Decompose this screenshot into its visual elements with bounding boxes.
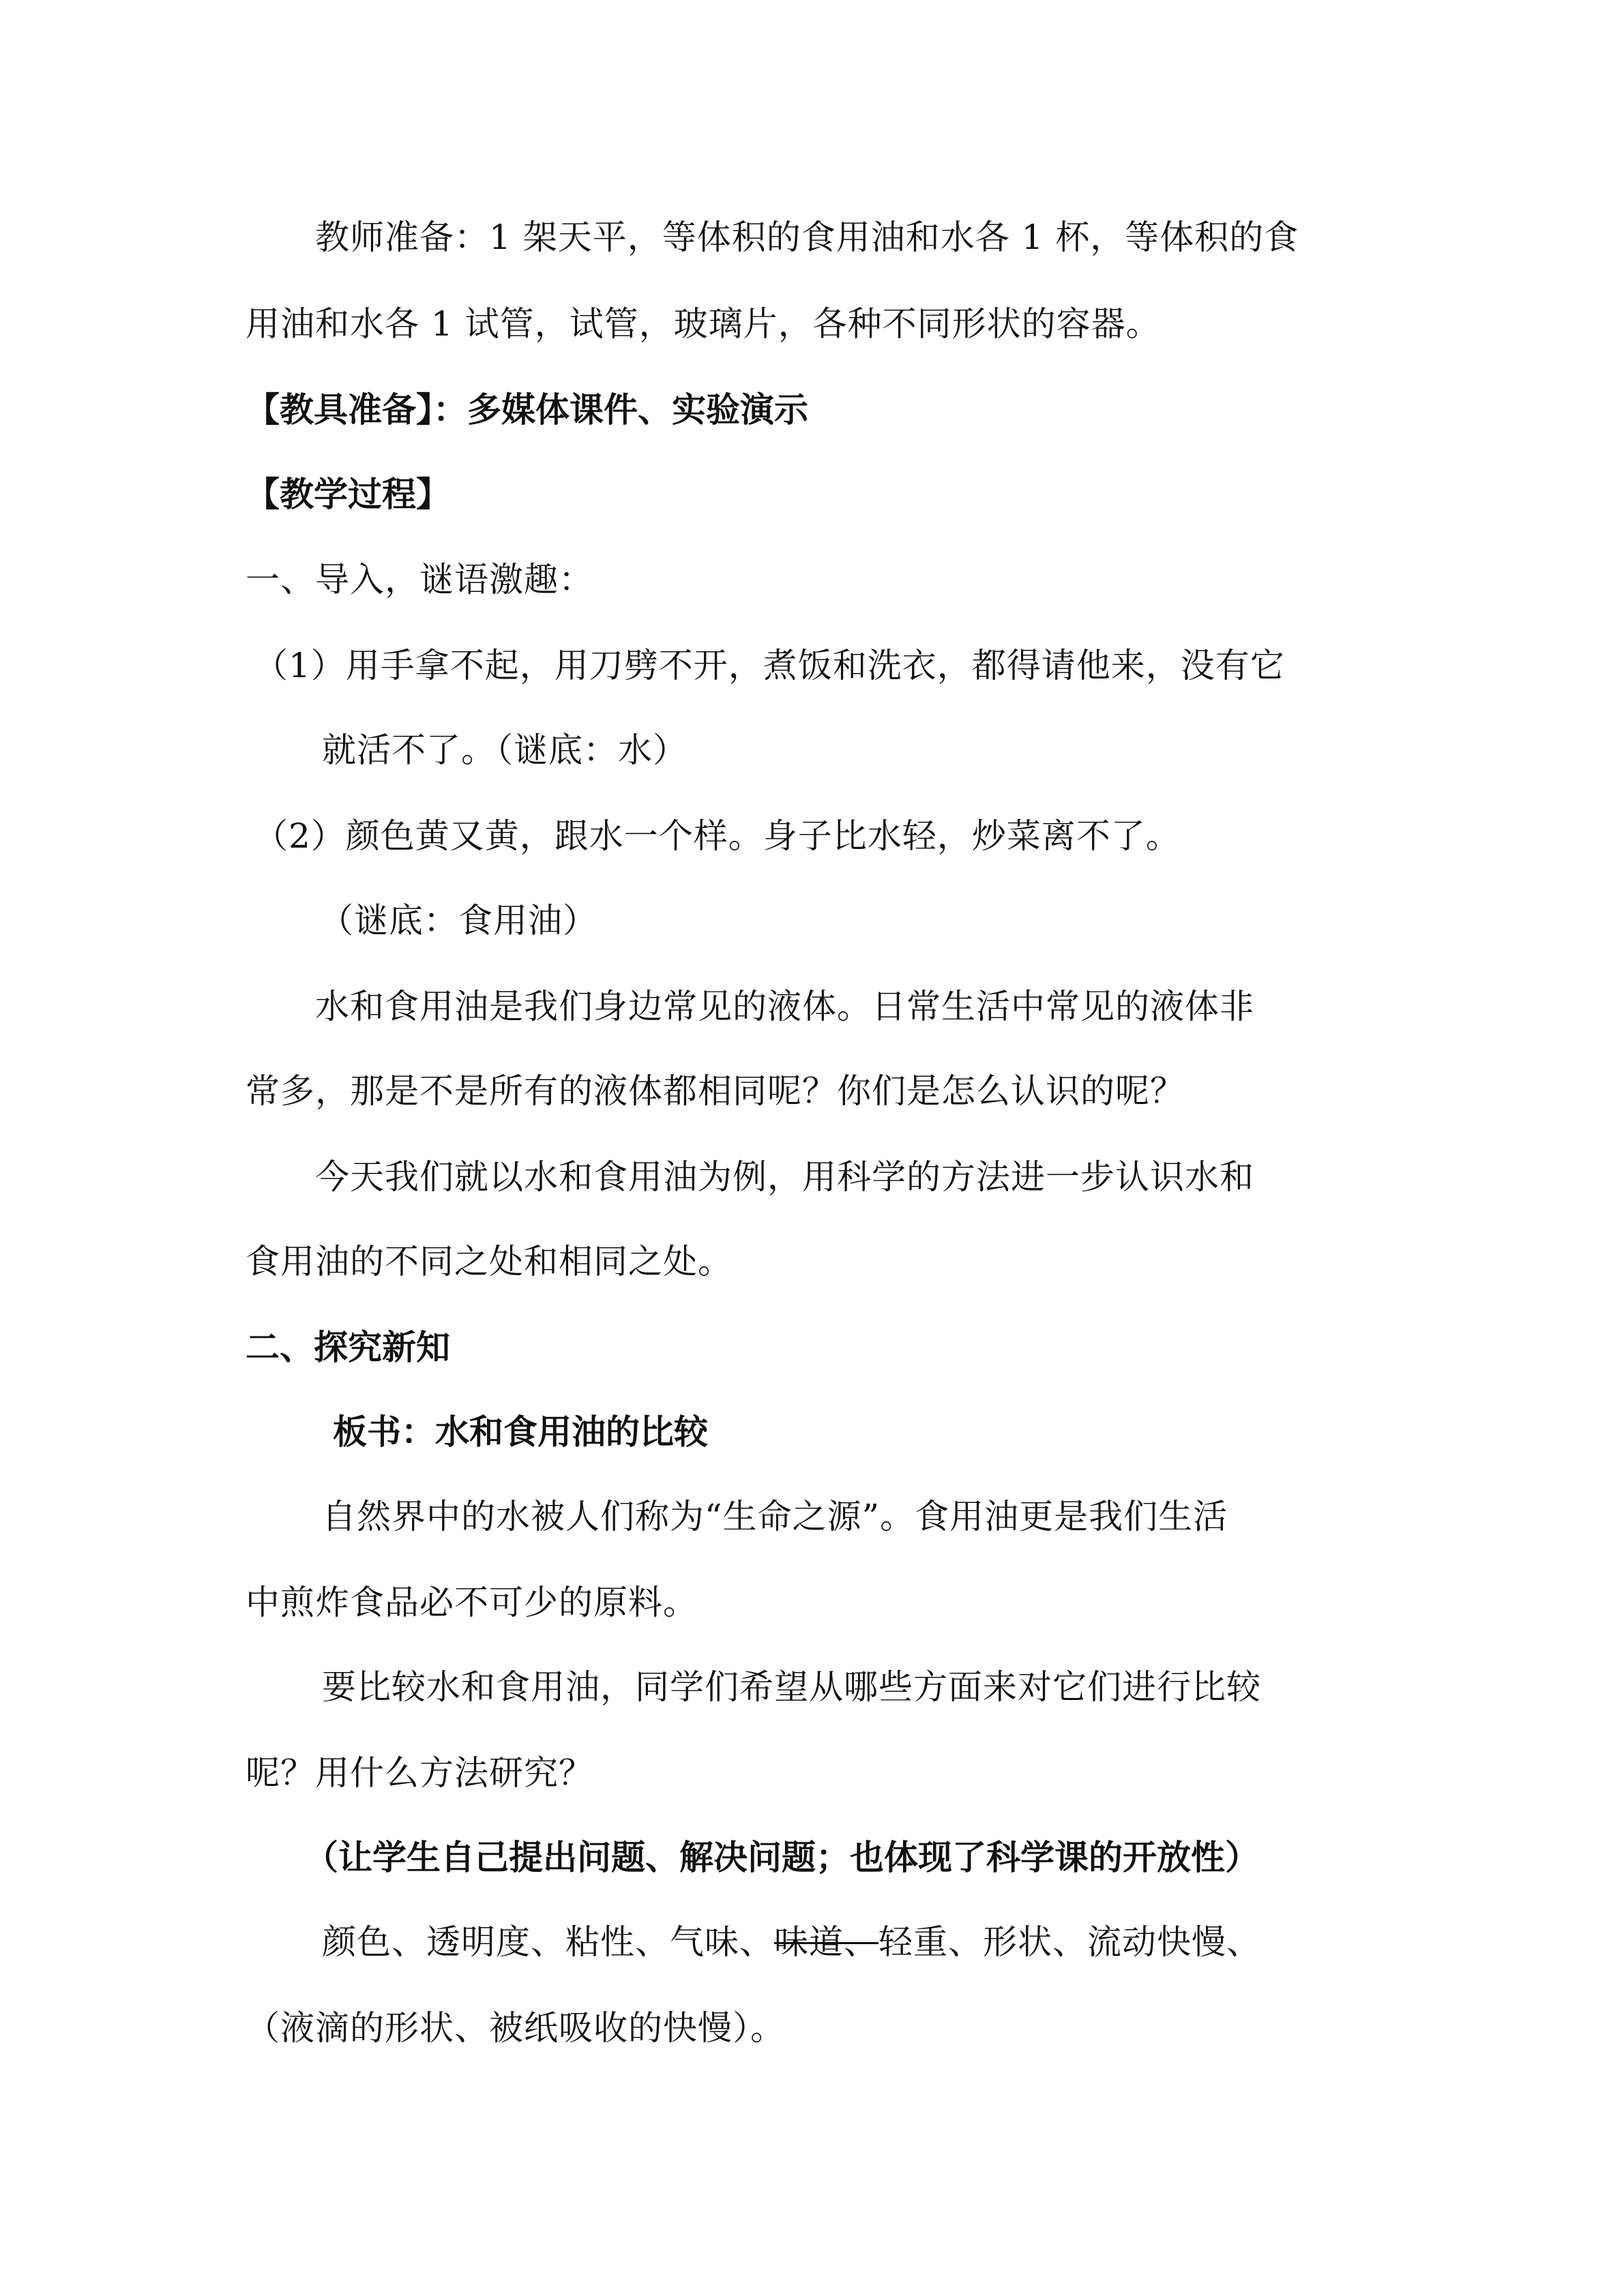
section-1-title: 一、导入，谜语激趣： [246, 560, 593, 599]
paragraph-teacher-prep-line-2: 用油和水各 1 试管，试管，玻璃片，各种不同形状的容器。 [246, 304, 1161, 344]
riddle-2-line-1: （2）颜色黄又黄，跟水一个样。身子比水轻，炒菜离不了。 [254, 816, 1181, 856]
properties-text-part-1: 颜色、透明度、粘性、气味、 [322, 1922, 774, 1962]
paragraph-teacher-prep-line-1: 教师准备：1 架天平，等体积的食用油和水各 1 杯，等体积的食 [315, 218, 1299, 257]
properties-struck-text: 味道、 [774, 1922, 879, 1962]
paragraph-nature-line-2: 中煎炸食品必不可少的原料。 [246, 1583, 698, 1622]
riddle-1-line-2: 就活不了。（谜底：水） [322, 730, 688, 770]
paragraph-nature-line-1: 自然界中的水被人们称为“生命之源”。食用油更是我们生活 [322, 1497, 1228, 1536]
board-title: 板书：水和食用油的比较 [333, 1412, 708, 1452]
paragraph-today-line-1: 今天我们就以水和食用油为例，用科学的方法进一步认识水和 [315, 1157, 1254, 1197]
paragraph-liquids-line-2: 常多，那是不是所有的液体都相同呢？你们是怎么认识的呢？ [246, 1071, 1185, 1111]
paragraph-compare-line-1: 要比较水和食用油，同学们希望从哪些方面来对它们进行比较 [322, 1667, 1261, 1707]
paragraph-compare-line-2: 呢？用什么方法研究？ [246, 1753, 593, 1793]
paragraph-properties-line-2: （液滴的形状、被纸吸收的快慢）。 [246, 2008, 785, 2048]
riddle-1-line-1: （1）用手拿不起，用刀劈不开，煮饭和洗衣，都得请他来，没有它 [254, 646, 1285, 685]
properties-text-part-2: 轻重、形状、流动快慢、 [879, 1922, 1261, 1962]
riddle-2-line-2: （谜底：食用油） [319, 901, 597, 940]
paragraph-liquids-line-1: 水和食用油是我们身边常见的液体。日常生活中常见的液体非 [315, 987, 1254, 1026]
section-2-title: 二、探究新知 [246, 1328, 450, 1367]
teaching-note: （让学生自己提出问题、解决问题；也体现了科学课的开放性） [304, 1838, 1259, 1877]
paragraph-today-line-2: 食用油的不同之处和相同之处。 [246, 1242, 733, 1281]
heading-teaching-aids: 【教具准备】：多媒体课件、实验演示 [246, 390, 808, 430]
paragraph-properties-line-1 [322, 1922, 1261, 1963]
heading-teaching-process: 【教学过程】 [246, 475, 450, 514]
